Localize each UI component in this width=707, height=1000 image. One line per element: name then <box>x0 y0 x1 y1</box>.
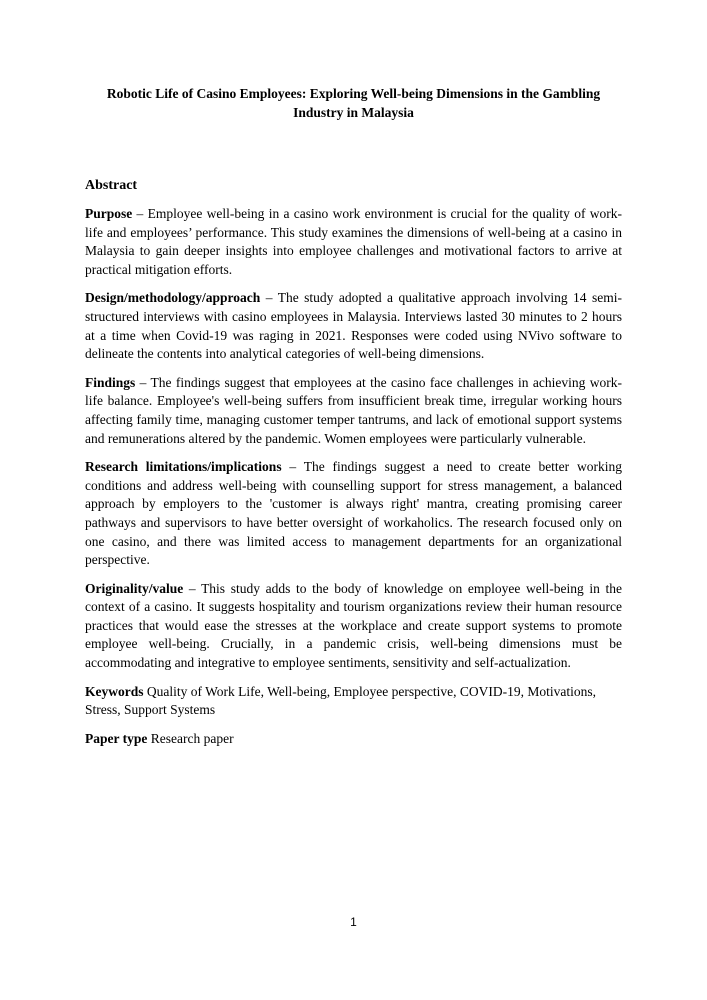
section-keywords <box>85 683 622 720</box>
section-findings <box>85 374 622 448</box>
section-label: Findings <box>85 374 136 390</box>
section-label: Originality/value <box>85 580 184 596</box>
section-text: Quality of Work Life, Well-being, Employee perspective, COVID-19, Motivations, Stress, Support Systems <box>85 683 596 718</box>
section-text: – The findings suggest a need to create better working conditions and address well-being with counselling support for stress management, a balanced approach by employers to the 'customer is always right' mantra, creating promising career pathways and supervisors to have better oversight of workaholics. The research focused only on one casino, and there was limited access to management departments for an organizational perspective. <box>85 459 622 568</box>
paper-title: Robotic Life of Casino Employees: Exploring Well-being Dimensions in the Gambling Industry in Malaysia <box>106 86 601 120</box>
section-label: Paper type <box>85 730 148 746</box>
section-limitations <box>85 458 622 570</box>
section-text: – The findings suggest that employees at the casino face challenges in achieving work-life balance. Employee's well-being suffers from insufficient break time, irregular working hours affecting family time, managing customer temper tantrums, and lack of emotional support systems and remunerations altered by the pandemic. Women employees were particularly vulnerable. <box>85 374 622 446</box>
section-label: Design/methodology/approach <box>85 290 261 306</box>
section-purpose <box>85 205 622 279</box>
section-text: Research paper <box>147 730 234 746</box>
section-paper-type <box>85 730 622 749</box>
section-originality <box>85 580 622 673</box>
abstract-heading: Abstract <box>85 178 138 193</box>
section-label: Research limitations/implications <box>85 459 282 475</box>
section-text: – Employee well-being in a casino work environment is crucial for the quality of work-life and employees’ performance. This study examines the dimensions of well-being at a casino in Malaysia to gain deeper insights into employee challenges and motivational factors to arrive at practical mitigation efforts. <box>85 206 622 277</box>
section-text: – The study adopted a qualitative approach involving 14 semi-structured interviews with casino employees in Malaysia. Interviews lasted 30 minutes to 2 hours at a time when Covid-19 was raging in 2021. Responses were coded using NVivo software to delineate the contents into analytical categories of well-being dimensions. <box>85 290 622 362</box>
section-design <box>85 289 622 363</box>
page-body <box>85 84 622 748</box>
section-label: Purpose <box>85 206 133 221</box>
section-label: Keywords <box>85 683 144 699</box>
page-number: 1 <box>350 915 357 929</box>
section-text: – This study adds to the body of knowledge on employee well-being in the context of a casino. It suggests hospitality and tourism organizations review their human resource practices that would ease the stresses at the workplace and create support systems to promote employee well-being. Crucially, in a pandemic crisis, well-being dimensions must be accommodating and integrative to employee sentiments, sensitivity and self-actualization. <box>85 580 622 671</box>
